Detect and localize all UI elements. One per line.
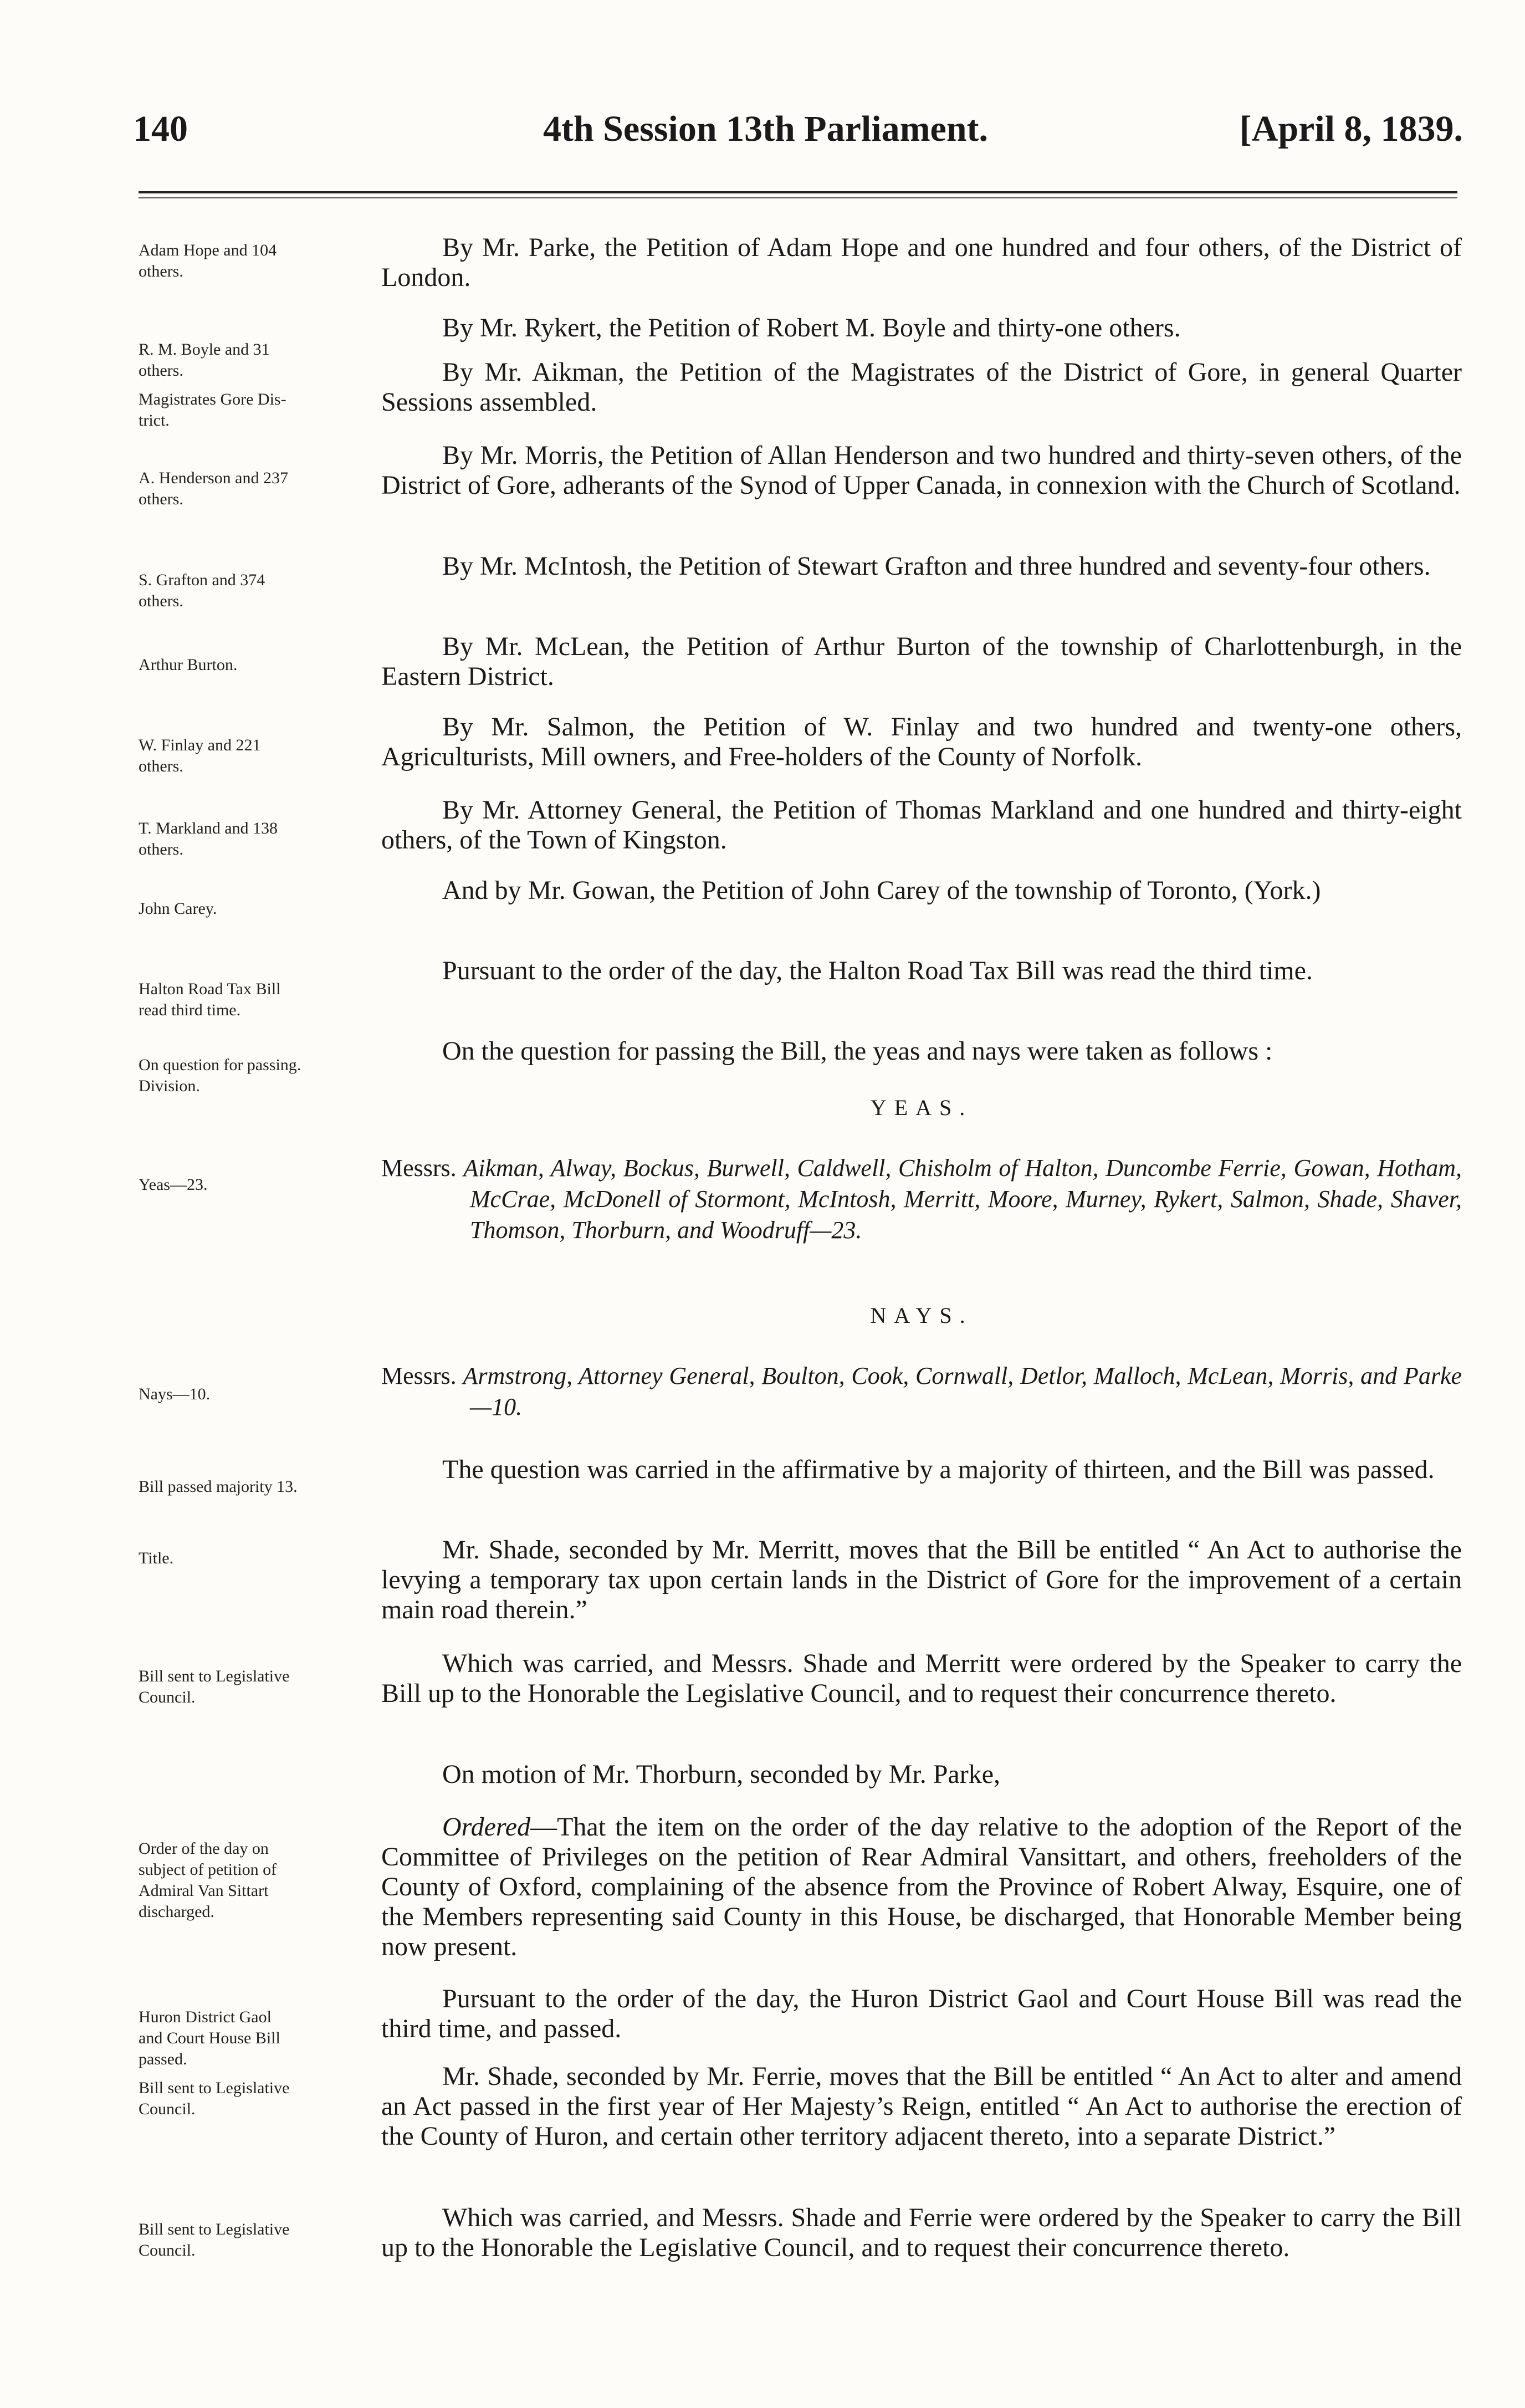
margin-note: Adam Hope and 104 others.	[139, 241, 277, 280]
margin-note: Huron District Gaol and Court House Bill passed.	[139, 2008, 280, 2068]
entry-text: And by Mr. Gowan, the Petition of John Carey of the township of Toronto, (York.)	[442, 876, 1321, 905]
entry-text: Pursuant to the order of the day, the Halton Road Tax Bill was read the third time.	[442, 956, 1313, 985]
entry-text: By Mr. Parke, the Petition of Adam Hope and one hundred and four others, of the District of London.	[381, 233, 1462, 292]
header-rule	[139, 191, 1457, 193]
margin-note: S. Grafton and 374 others.	[139, 571, 265, 610]
margin-note: Halton Road Tax Bill read third time.	[139, 980, 281, 1019]
entry-text: By Mr. Rykert, the Petition of Robert M. Boyle and thirty-one others.	[442, 313, 1181, 342]
margin-note: John Carey.	[139, 899, 217, 918]
yeas-list: Messrs. Aikman, Alway, Bockus, Burwell, Caldwell, Chisholm of Halton, Duncombe Ferrie, Gowan, Hotham, McCrae, McDonell of Stormont, McIntosh, Merritt, Moore, Murney, Rykert, Salmon, Shade, Shaver, Thomson, Thorburn, and Woodruff—23.	[381, 1154, 1462, 1244]
nays-heading: NAYS.	[870, 1303, 973, 1328]
session-title: 4th Session 13th Parliament.	[543, 109, 989, 149]
page-header	[133, 108, 1463, 158]
margin-note: Bill passed majority 13.	[139, 1477, 298, 1496]
margin-note: Magistrates Gore Dis- trict.	[139, 390, 286, 430]
entry-text: Which was carried, and Messrs. Shade and Ferrie were ordered by the Speaker to carry the Bill up to the Honorable the Legislative Council, and to request their concurrence thereto.	[381, 2203, 1462, 2262]
entry-text: By Mr. McIntosh, the Petition of Stewart Grafton and three hundred and seventy-four others.	[442, 551, 1431, 581]
margin-note: Bill sent to Legislative Council.	[139, 1667, 290, 1706]
entry-text: Ordered—That the item on the order of the day relative to the adoption of the Report of the Committee of Privileges on the petition of Rear Admiral Vansittart, and others, freeholders of the County of Oxford, complaining of the absence from the Province of Robert Alway, Esquire, one of the Members representing said County in this House, be discharged, that Honorable Member being now present.	[381, 1812, 1462, 1961]
entry-text: Pursuant to the order of the day, the Huron District Gaol and Court House Bill was read the third time, and passed.	[381, 1984, 1462, 2043]
yeas-margin: Yeas—23.	[139, 1175, 208, 1194]
header-rule-thin	[139, 197, 1457, 198]
page-number: 140	[133, 109, 188, 149]
margin-note: Order of the day on subject of petition of Admiral Van Sittart discharged.	[139, 1839, 277, 1921]
entry-text: The question was carried in the affirmative by a majority of thirteen, and the Bill was passed.	[442, 1455, 1435, 1484]
margin-note: T. Markland and 138 others.	[139, 819, 278, 858]
nays-margin: Nays—10.	[139, 1385, 211, 1403]
yeas-heading: YEAS.	[870, 1095, 973, 1120]
nays-list: Messrs. Armstrong, Attorney General, Boulton, Cook, Cornwall, Detlor, Malloch, McLean, Morris, and Parke—10.	[381, 1362, 1462, 1420]
margin-note: Bill sent to Legislative Council.	[139, 2079, 290, 2118]
page-date: [April 8, 1839.	[1239, 109, 1463, 149]
margin-note: W. Finlay and 221 others.	[139, 736, 261, 775]
entry-text: By Mr. Morris, the Petition of Allan Henderson and two hundred and thirty-seven others, of the District of Gore, adherants of the Synod of Upper Canada, in connexion with the Church of Scotland.	[381, 441, 1462, 500]
margin-note: Arthur Burton.	[139, 656, 238, 674]
entry-text: By Mr. McLean, the Petition of Arthur Burton of the township of Charlottenburgh, in the Eastern District.	[381, 632, 1462, 691]
entry-text: Which was carried, and Messrs. Shade and Merritt were ordered by the Speaker to carry the Bill up to the Honorable the Legislative Council, and to request their concurrence thereto.	[381, 1649, 1462, 1708]
entry-text: On the question for passing the Bill, the yeas and nays were taken as follows :	[442, 1036, 1273, 1066]
entry-text: By Mr. Salmon, the Petition of W. Finlay and two hundred and twenty-one others, Agriculturists, Mill owners, and Free-holders of the County of Norfolk.	[381, 712, 1462, 771]
entry-text: Mr. Shade, seconded by Mr. Merritt, moves that the Bill be entitled “ An Act to authorise the levying a temporary tax upon certain lands in the District of Gore for the improvement of a certain main road therein.”	[381, 1535, 1462, 1624]
margin-note: A. Henderson and 237 others.	[139, 469, 288, 508]
margin-note: On question for passing. Division.	[139, 1056, 301, 1095]
entry-text: On motion of Mr. Thorburn, seconded by Mr. Parke,	[442, 1760, 1000, 1789]
entry-text: By Mr. Aikman, the Petition of the Magistrates of the District of Gore, in general Quarter Sessions assembled.	[381, 357, 1462, 417]
margin-note: Bill sent to Legislative Council.	[139, 2220, 290, 2259]
margin-note: Title.	[139, 1549, 174, 1567]
margin-note: R. M. Boyle and 31 others.	[139, 340, 270, 380]
entry-text: Mr. Shade, seconded by Mr. Ferrie, moves that the Bill be entitled “ An Act to alter and amend an Act passed in the first year of Her Majesty’s Reign, entitled “ An Act to authorise the erection of the County of Huron, and certain other territory adjacent thereto, into a separate District.”	[381, 2062, 1462, 2151]
entry-text: By Mr. Attorney General, the Petition of Thomas Markland and one hundred and thirty-eight others, of the Town of Kingston.	[381, 795, 1462, 855]
